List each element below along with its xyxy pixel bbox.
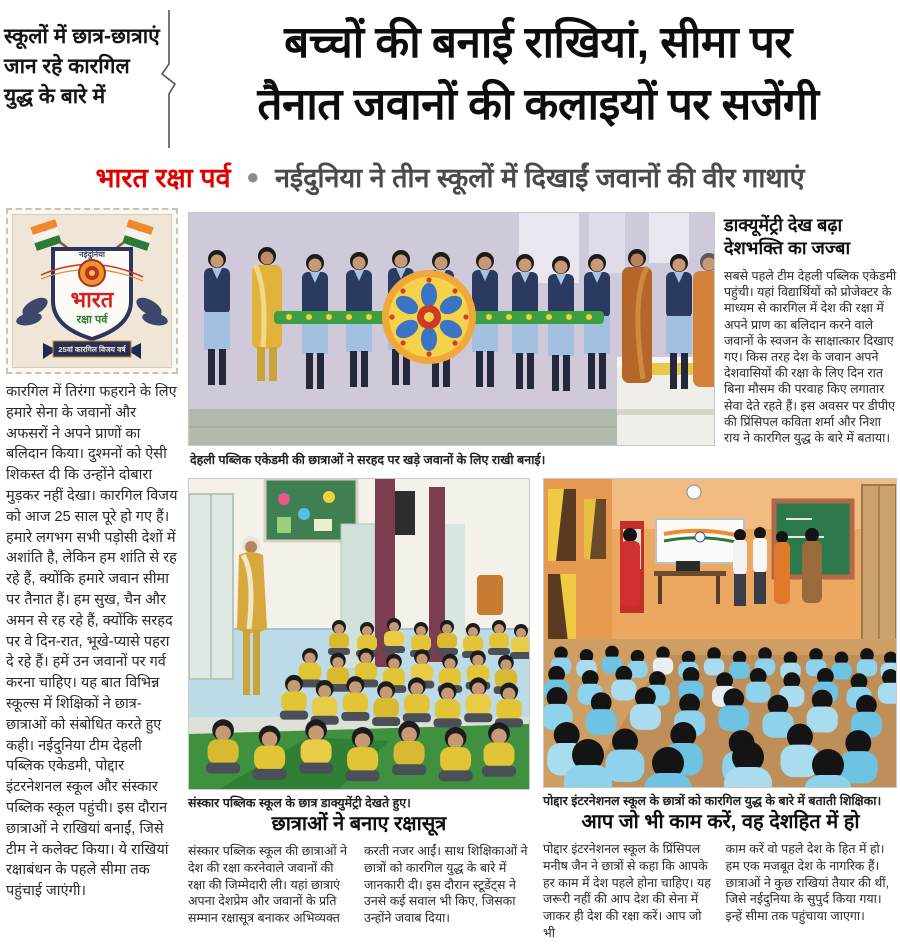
story-right-col-2: काम करें वो पहले देश के हित में हो। हम एक मजबूत देश के नागरिक हैं। छात्राओं ने कुछ राखियां तैयार की थीं, जिसे नईदुनिया के सुपुर्द किया गया। इन्हें सीमा तक पहुंचाया जाएगा। <box>725 842 890 924</box>
story-right-heading: आप जो भी काम करें, वह देशहित में हो <box>581 811 860 833</box>
story-rakshasutra <box>188 812 530 927</box>
photo-right-caption: पोद्दार इंटरनेशनल स्कूल के छात्रों को कारगिल युद्ध के बारे में बताती शिक्षिका। <box>543 794 882 808</box>
stamp-subtitle-text: रक्षा पर्व <box>76 314 108 326</box>
photo-poddar-school-session <box>543 478 897 788</box>
clock-icon <box>687 485 701 499</box>
kicker-brace-divider <box>160 8 178 150</box>
india-flag-right-icon <box>122 219 153 251</box>
story-left-col-1: संस्कार पब्लिक स्कूल की छात्राओं ने देश की रक्षा करनेवाले जवानों की रक्षा की जिम्मेदारी ली। यहां छात्राएं अपना देशप्रेम और जवानों के प्रति सम्मान रक्षासूत्र बनाकर अभिव्यक्त <box>188 844 348 926</box>
india-flag-left-icon <box>30 219 61 251</box>
strap-text: नईदुनिया ने तीन स्कूलों में दिखाईं जवानों की वीर गाथाएं <box>274 163 805 193</box>
strap-brand: भारत रक्षा पर्व <box>95 163 231 193</box>
strap-line <box>0 158 900 197</box>
photo-left-caption: संस्कार पब्लिक स्कूल के छात्र डाक्युमेंट्री देखते हुए। <box>188 796 411 810</box>
stamp-ribbon-text: 25वां कारगिल विजय वर्ष <box>58 345 126 354</box>
bullet-icon: ● <box>246 164 260 189</box>
rakhi-medallion-icon <box>382 270 476 364</box>
shield-flags-emblem-icon <box>13 215 171 367</box>
page-title <box>178 12 898 136</box>
right-column-heading: डाक्यूमेंट्री देख बढ़ा देशभक्ति का जज्बा <box>724 215 851 258</box>
kicker-text: स्कूलों में छात्र-छात्राएं जान रहे कारगिल युद्ध के बारे में <box>4 25 160 108</box>
headline-line-2: तैनात जवानों की कलाइयों पर सजेंगी <box>257 80 819 129</box>
right-column-article <box>724 214 898 446</box>
story-deshhit <box>543 810 898 942</box>
story-left-col-2: करती नजर आईं। साथ शिक्षिकाओं ने छात्रों को कारगिल युद्ध के बारे में जानकारी दी। इस दौरान स्टूडेंट्स ने उनसे कई सवाल भी किए, जिसका उन्होंने जवाब दिया। <box>364 844 528 926</box>
main-photo-caption: देहली पब्लिक एकेडमी की छात्राओं ने सरहद पर खड़े जवानों के लिए राखी बनाई। <box>190 453 546 467</box>
story-right-col-1: पोद्दार इंटरनेशनल स्कूल के प्रिंसिपल मनीष जैन ने छात्रों से कहा कि आपके हर काम में देश पहले होना चाहिए। यह जरूरी नहीं की आप देश की सेना में जाकर ही देश की रक्षा करें। आप जो भी <box>543 842 711 940</box>
story-left-heading: छात्राओं ने बनाए रक्षासूत्र <box>271 813 447 835</box>
stamp-ribbon <box>43 341 141 359</box>
headline-line-1: बच्चों की बनाई राखियां, सीमा पर <box>284 18 792 67</box>
projector-screen <box>656 519 744 563</box>
bharat-raksha-parv-stamp-logo <box>6 208 178 374</box>
right-column-body: सबसे पहले टीम देहली पब्लिक एकेडमी पहुंची। यहां विद्यार्थियों को प्रोजेक्टर के माध्यम से कारगिल में देश की रक्षा में अपने प्राण का बलिदान करने वाले जवानों के स्वजन के साक्षात्कार दिखाए गए। किस तरह देश के जवान अपने देशवासियों की रक्षा के लिए दिन रात बिना मौसम की परवाह किए लगातार सेवा देते रहते हैं। इस अवसर पर डीपीए की प्रिंसिपल कविता शर्मा और निशा राय ने कारगिल युद्ध के बारे में बताया। <box>724 269 897 446</box>
stamp-masthead-text: नईदुनिया <box>79 250 105 259</box>
stamp-title-text: भारत <box>70 287 114 312</box>
main-photo-rakhi-group <box>188 212 715 446</box>
left-column-article: कारगिल में तिरंगा फहराने के लिए हमारे सेना के जवानों और अफसरों ने अपने प्राणों का बलिदान किया। दुश्मनों को ऐसी शिकस्त दी कि उन्होंने दोबारा मुड़कर नहीं देखा। कारगिल विजय को आज 25 साल पूरे हो गए हैं। हमारे लगभग सभी पड़ोसी देशों में अशांति है, लेकिन हम शांति से रह रहे हैं, क्योंकि हमारे जवान सीमा पर तैनात हैं। हम सुख, चैन और अमन से रह रहे हैं, क्योंकि सरहद पर वे दिन-रात, भूखे-प्यासे पहरा दे रहे हैं। हमें उन जवानों पर गर्व करना चाहिए। यह बात विभिन्न स्कूल्स में शिक्षिकों ने छात्र-छात्राओं को संबोधित करते हुए कही। नईदुनिया टीम देहली पब्लिक एकेडमी, पोद्दार इंटरनेशनल स्कूल और संस्कार पब्लिक स्कूल पहुंची। इस दौरान छात्राओं ने राखियां बनाईं, जिसे टीम ने कलेक्ट किया। ये राखियां रक्षाबंधन के पहले सीमा तक पहुंचाई जाएंगी। <box>6 384 178 900</box>
stamp-inner <box>12 214 172 368</box>
chair <box>477 575 503 615</box>
photo-sanskar-school-children <box>188 478 530 790</box>
